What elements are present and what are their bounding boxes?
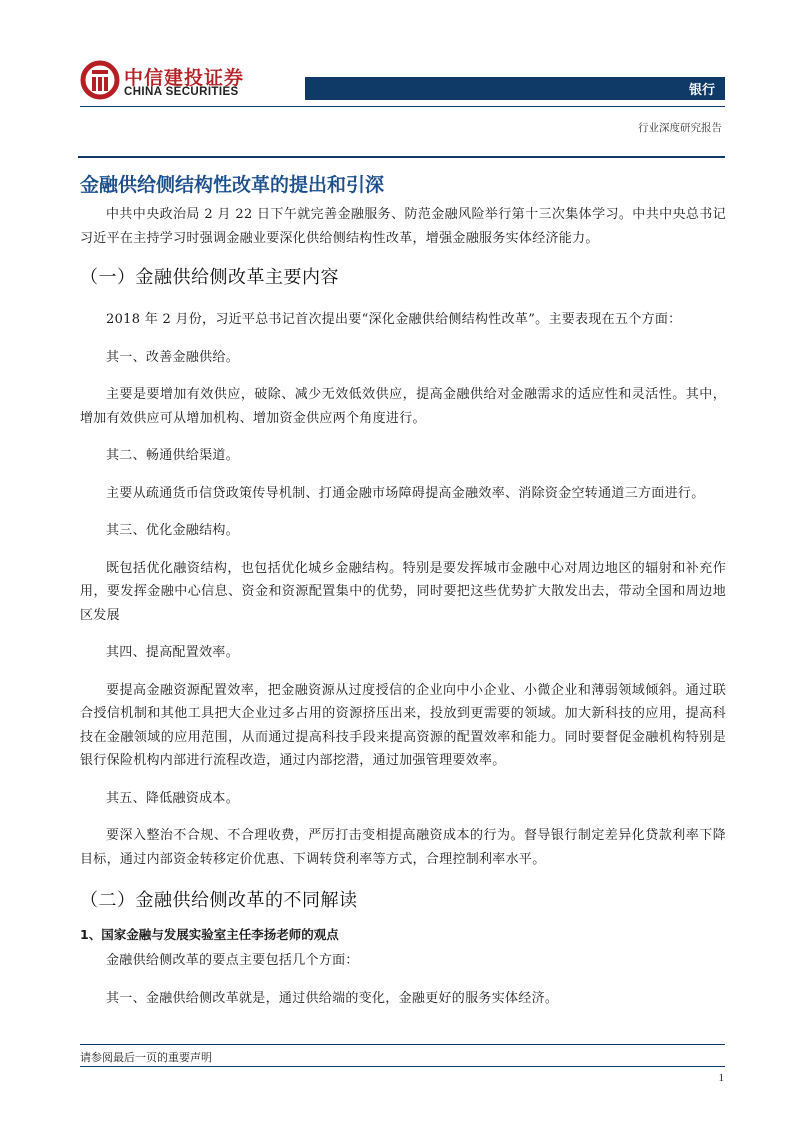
section-2-paragraph-1: 金融供给侧改革的要点主要包括几个方面： bbox=[106, 953, 359, 968]
sector-label: 银行 bbox=[688, 83, 715, 98]
disclaimer-note: 请参阅最后一页的重要声明 bbox=[80, 1051, 212, 1064]
item-1-body: 主要是要增加有效供应，破除、减少无效低效供应，提高金融供给对金融需求的适应性和灵活性。其中，增加有效供应可从增加机构、增加资金供应两个角度进行。 bbox=[80, 387, 726, 426]
item-5-title: 其五、降低融资成本。 bbox=[106, 790, 240, 806]
report-type: 行业深度研究报告 bbox=[638, 122, 722, 134]
item-3-body: 既包括优化融资结构，也包括优化城乡金融结构。特别是要发挥城市金融中心对周边地区的辐射和补充作用，要发挥金融中心信息、资金和资源配置集中的优势，同时要把这些优势扩大散发出去，带动全国和周边地区发展 bbox=[80, 560, 726, 623]
item-2-body: 主要从疏通货币信贷政策传导机制、打通金融市场障碍提高金融效率、消除资金空转通道三方面进行。 bbox=[106, 485, 705, 501]
citic-logo-icon bbox=[80, 60, 120, 100]
item-2-title: 其二、畅通供给渠道。 bbox=[106, 448, 240, 463]
brand-name-en: CHINA SECURITIES bbox=[124, 86, 239, 98]
footer-divider bbox=[80, 1044, 725, 1045]
company-logo bbox=[80, 60, 255, 102]
section-2-heading: （二）金融供给侧改革的不同解读 bbox=[80, 890, 358, 911]
section-1-lead: 2018 年 2 月份，习近平总书记首次提出要“深化金融供给侧结构性改革”。主要表现在五个方面： bbox=[106, 312, 682, 327]
item-4-body: 要提高金融资源配置效率，把金融资源从过度授信的企业向中小企业、小微企业和薄弱领域倾斜。通过联合授信机制和其他工具把大企业过多占用的资源挤压出来，投放到更需要的领域。加大新科技的应用，提高科技在金融领域的应用范围，从而通过提高科技手段来提高资源的配置效率和能力。同时要督促金融机构特别是银行保险机构内部进行流程改造，通过内部挖潜，通过加强管理要效率。 bbox=[80, 682, 726, 768]
section-2-paragraph-2: 其一、金融供给侧改革就是，通过供给端的变化，金融更好的服务实体经济。 bbox=[106, 990, 559, 1006]
item-4-title: 其四、提高配置效率。 bbox=[106, 645, 240, 660]
title-divider bbox=[78, 156, 725, 158]
sector-bar bbox=[305, 77, 725, 100]
section-1-heading: （一）金融供给侧改革主要内容 bbox=[80, 267, 339, 288]
item-1-title: 其一、改善金融供给。 bbox=[106, 349, 240, 365]
report-body bbox=[80, 168, 726, 1010]
page-number: 1 bbox=[718, 1072, 724, 1084]
header-divider bbox=[80, 106, 725, 107]
intro-paragraph: 中共中央政治局 2 月 22 日下午就完善金融服务、防范金融风险举行第十三次集体学习。中共中央总书记习近平在主持学习时强调金融业要深化供给侧结构性改革，增强金融服务实体经济能力。 bbox=[80, 207, 726, 246]
section-2-subheading: 1、国家金融与发展实验室主任李扬老师的观点 bbox=[80, 927, 339, 942]
item-5-body: 要深入整治不合规、不合理收费，严厉打击变相提高融资成本的行为。督导银行制定差异化贷款利率下降目标，通过内部资金转移定价优惠、下调转贷利率等方式，合理控制利率水平。 bbox=[80, 828, 726, 867]
brand-name-cn: 中信建投证券 bbox=[124, 67, 245, 89]
item-3-title: 其三、优化金融结构。 bbox=[106, 523, 240, 538]
page-title: 金融供给侧结构性改革的提出和引深 bbox=[80, 174, 385, 196]
footer-divider-lower bbox=[80, 1066, 725, 1067]
